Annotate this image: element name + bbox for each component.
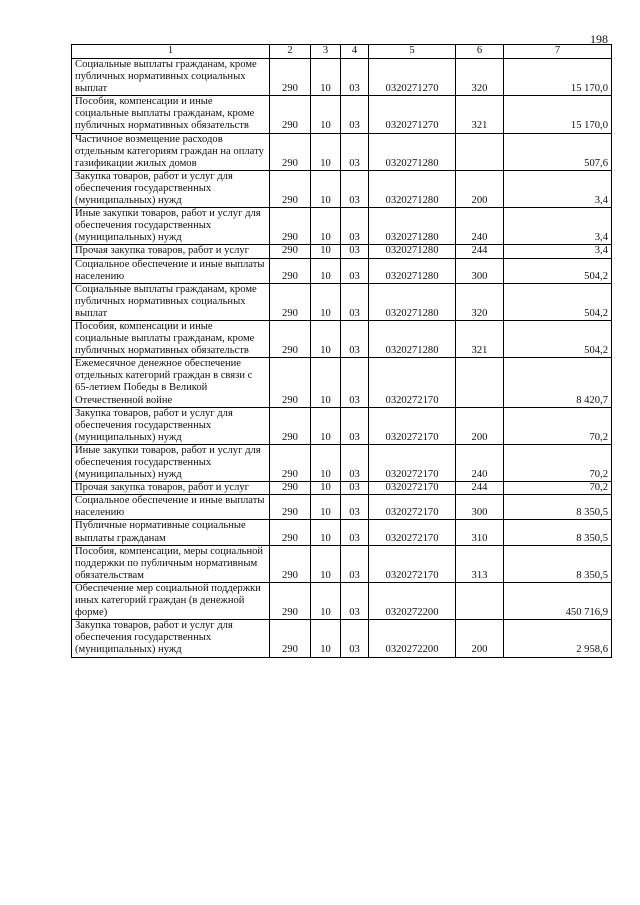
- row-amount: 3,4: [504, 170, 612, 207]
- row-target-item-code: 0320272200: [369, 620, 456, 657]
- row-target-item-code: 0320271270: [369, 96, 456, 133]
- row-subsection-code: 03: [341, 358, 369, 407]
- row-section-code: 10: [311, 545, 341, 582]
- table-row: [72, 320, 612, 357]
- row-subsection-code: 03: [341, 520, 369, 545]
- row-description: Социальное обеспечение и иные выплаты населению: [72, 258, 270, 283]
- column-header: 5: [369, 45, 456, 59]
- column-header: 2: [270, 45, 311, 59]
- row-expense-type-code: 300: [456, 258, 504, 283]
- row-section-code: 10: [311, 320, 341, 357]
- row-amount: 70,2: [504, 482, 612, 495]
- row-description: Закупка товаров, работ и услуг для обеспечения государственных (муниципальных) нужд: [72, 407, 270, 444]
- row-expense-type-code: 320: [456, 283, 504, 320]
- row-section-code: 10: [311, 208, 341, 245]
- row-expense-type-code: 244: [456, 245, 504, 258]
- row-expense-type-code: 200: [456, 170, 504, 207]
- row-target-item-code: 0320271280: [369, 245, 456, 258]
- row-amount: 507,6: [504, 133, 612, 170]
- row-amount: 8 350,5: [504, 520, 612, 545]
- row-section-code: 10: [311, 258, 341, 283]
- table-row: [72, 96, 612, 133]
- row-expense-type-code: 310: [456, 520, 504, 545]
- row-amount: 8 420,7: [504, 358, 612, 407]
- row-target-item-code: 0320272170: [369, 545, 456, 582]
- column-header: 7: [504, 45, 612, 59]
- table-row: [72, 545, 612, 582]
- row-description: Прочая закупка товаров, работ и услуг: [72, 245, 270, 258]
- row-subsection-code: 03: [341, 320, 369, 357]
- row-expense-type-code: 320: [456, 59, 504, 96]
- row-description: Пособия, компенсации и иные социальные выплаты гражданам, кроме публичных нормативных обязательств: [72, 320, 270, 357]
- row-target-item-code: 0320271280: [369, 170, 456, 207]
- row-subsection-code: 03: [341, 283, 369, 320]
- table-header-row: [72, 45, 612, 59]
- row-section-code: 10: [311, 283, 341, 320]
- row-expense-type-code: [456, 358, 504, 407]
- row-amount: 450 716,9: [504, 582, 612, 619]
- row-target-item-code: 0320271270: [369, 59, 456, 96]
- table-row: [72, 495, 612, 520]
- row-subsection-code: 03: [341, 133, 369, 170]
- row-section-code: 10: [311, 170, 341, 207]
- row-section-code: 10: [311, 96, 341, 133]
- table-row: [72, 245, 612, 258]
- row-ministry-code: 290: [270, 245, 311, 258]
- row-subsection-code: 03: [341, 620, 369, 657]
- row-section-code: 10: [311, 620, 341, 657]
- row-section-code: 10: [311, 520, 341, 545]
- row-target-item-code: 0320272200: [369, 582, 456, 619]
- row-expense-type-code: 300: [456, 495, 504, 520]
- row-amount: 70,2: [504, 444, 612, 481]
- table-row: [72, 208, 612, 245]
- row-ministry-code: 290: [270, 495, 311, 520]
- row-amount: 15 170,0: [504, 59, 612, 96]
- row-expense-type-code: 240: [456, 444, 504, 481]
- row-section-code: 10: [311, 133, 341, 170]
- budget-table: [71, 44, 612, 658]
- table-row: [72, 59, 612, 96]
- row-expense-type-code: 200: [456, 407, 504, 444]
- row-ministry-code: 290: [270, 520, 311, 545]
- row-ministry-code: 290: [270, 59, 311, 96]
- row-subsection-code: 03: [341, 495, 369, 520]
- row-subsection-code: 03: [341, 170, 369, 207]
- row-expense-type-code: 321: [456, 320, 504, 357]
- row-expense-type-code: 200: [456, 620, 504, 657]
- row-ministry-code: 290: [270, 358, 311, 407]
- row-ministry-code: 290: [270, 133, 311, 170]
- row-section-code: 10: [311, 482, 341, 495]
- table-row: [72, 444, 612, 481]
- column-header: 1: [72, 45, 270, 59]
- table-row: [72, 520, 612, 545]
- row-ministry-code: 290: [270, 582, 311, 619]
- row-subsection-code: 03: [341, 444, 369, 481]
- row-description: Социальное обеспечение и иные выплаты населению: [72, 495, 270, 520]
- row-ministry-code: 290: [270, 320, 311, 357]
- row-section-code: 10: [311, 358, 341, 407]
- row-subsection-code: 03: [341, 407, 369, 444]
- row-ministry-code: 290: [270, 545, 311, 582]
- table-row: [72, 170, 612, 207]
- row-expense-type-code: 240: [456, 208, 504, 245]
- row-target-item-code: 0320271280: [369, 283, 456, 320]
- row-ministry-code: 290: [270, 283, 311, 320]
- row-amount: 504,2: [504, 258, 612, 283]
- row-description: Обеспечение мер социальной поддержки иных категорий граждан (в денежной форме): [72, 582, 270, 619]
- row-target-item-code: 0320272170: [369, 407, 456, 444]
- row-description: Прочая закупка товаров, работ и услуг: [72, 482, 270, 495]
- row-subsection-code: 03: [341, 545, 369, 582]
- row-target-item-code: 0320272170: [369, 482, 456, 495]
- row-description: Иные закупки товаров, работ и услуг для обеспечения государственных (муниципальных) нужд: [72, 444, 270, 481]
- row-section-code: 10: [311, 407, 341, 444]
- row-description: Частичное возмещение расходов отдельным категориям граждан на оплату газификации жилых домов: [72, 133, 270, 170]
- row-description: Закупка товаров, работ и услуг для обеспечения государственных (муниципальных) нужд: [72, 170, 270, 207]
- row-expense-type-code: 244: [456, 482, 504, 495]
- row-subsection-code: 03: [341, 208, 369, 245]
- table-row: [72, 258, 612, 283]
- row-description: Ежемесячное денежное обеспечение отдельных категорий граждан в связи с 65-летием Победы в Великой Отечественной войне: [72, 358, 270, 407]
- row-subsection-code: 03: [341, 245, 369, 258]
- row-description: Пособия, компенсации и иные социальные выплаты гражданам, кроме публичных нормативных обязательств: [72, 96, 270, 133]
- row-section-code: 10: [311, 245, 341, 258]
- row-amount: 2 958,6: [504, 620, 612, 657]
- row-section-code: 10: [311, 59, 341, 96]
- row-expense-type-code: [456, 133, 504, 170]
- column-header: 4: [341, 45, 369, 59]
- row-description: Иные закупки товаров, работ и услуг для обеспечения государственных (муниципальных) нужд: [72, 208, 270, 245]
- row-ministry-code: 290: [270, 482, 311, 495]
- row-target-item-code: 0320272170: [369, 444, 456, 481]
- row-amount: 15 170,0: [504, 96, 612, 133]
- row-target-item-code: 0320272170: [369, 358, 456, 407]
- row-ministry-code: 290: [270, 620, 311, 657]
- row-target-item-code: 0320271280: [369, 258, 456, 283]
- row-amount: 3,4: [504, 245, 612, 258]
- row-expense-type-code: 321: [456, 96, 504, 133]
- row-ministry-code: 290: [270, 258, 311, 283]
- row-section-code: 10: [311, 444, 341, 481]
- row-description: Пособия, компенсации, меры социальной поддержки по публичным нормативным обязательствам: [72, 545, 270, 582]
- row-amount: 8 350,5: [504, 545, 612, 582]
- column-header: 3: [311, 45, 341, 59]
- row-amount: 8 350,5: [504, 495, 612, 520]
- row-target-item-code: 0320272170: [369, 495, 456, 520]
- table-row: [72, 407, 612, 444]
- row-target-item-code: 0320271280: [369, 320, 456, 357]
- table-row: [72, 358, 612, 407]
- row-expense-type-code: 313: [456, 545, 504, 582]
- row-expense-type-code: [456, 582, 504, 619]
- table-row: [72, 133, 612, 170]
- row-target-item-code: 0320271280: [369, 133, 456, 170]
- row-ministry-code: 290: [270, 444, 311, 481]
- row-ministry-code: 290: [270, 170, 311, 207]
- row-amount: 3,4: [504, 208, 612, 245]
- row-target-item-code: 0320272170: [369, 520, 456, 545]
- row-subsection-code: 03: [341, 582, 369, 619]
- row-ministry-code: 290: [270, 208, 311, 245]
- row-ministry-code: 290: [270, 96, 311, 133]
- row-amount: 504,2: [504, 320, 612, 357]
- row-subsection-code: 03: [341, 96, 369, 133]
- row-amount: 504,2: [504, 283, 612, 320]
- row-target-item-code: 0320271280: [369, 208, 456, 245]
- column-header: 6: [456, 45, 504, 59]
- row-section-code: 10: [311, 582, 341, 619]
- row-subsection-code: 03: [341, 258, 369, 283]
- row-ministry-code: 290: [270, 407, 311, 444]
- table-row: [72, 283, 612, 320]
- row-description: Закупка товаров, работ и услуг для обеспечения государственных (муниципальных) нужд: [72, 620, 270, 657]
- row-subsection-code: 03: [341, 482, 369, 495]
- row-section-code: 10: [311, 495, 341, 520]
- row-description: Социальные выплаты гражданам, кроме публичных нормативных социальных выплат: [72, 59, 270, 96]
- table-row: [72, 482, 612, 495]
- row-subsection-code: 03: [341, 59, 369, 96]
- row-amount: 70,2: [504, 407, 612, 444]
- row-description: Социальные выплаты гражданам, кроме публичных нормативных социальных выплат: [72, 283, 270, 320]
- table-row: [72, 620, 612, 657]
- row-description: Публичные нормативные социальные выплаты гражданам: [72, 520, 270, 545]
- table-row: [72, 582, 612, 619]
- page-number: 198: [590, 32, 608, 46]
